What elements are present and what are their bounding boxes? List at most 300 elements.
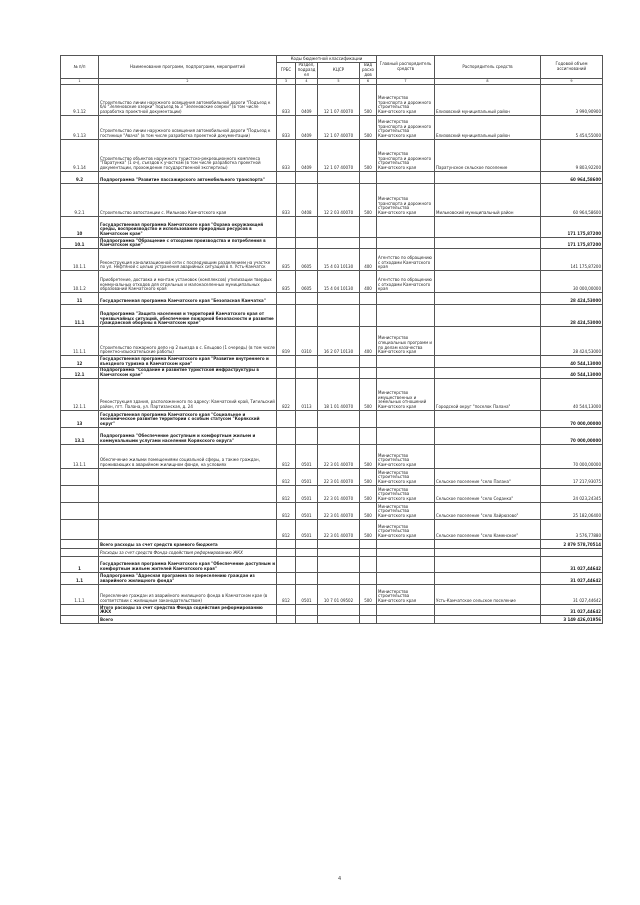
row-vr-cell [360, 616, 377, 624]
row-total-cell: 17 217,93075 [541, 469, 603, 486]
header-grbs: ГРБС [277, 62, 296, 78]
row-total-cell: 60 964,58600 [541, 183, 603, 216]
row-razdel-cell: 0501 [296, 486, 318, 503]
row-grbs-cell [277, 411, 296, 428]
row-ksr-cell: 22 3 01 40070 [318, 503, 360, 520]
row-razdel-cell: 0605 [296, 271, 318, 293]
table-row [61, 411, 603, 428]
table-row [61, 520, 603, 540]
row-name-cell: Строительство линии наружного освещения автомобильной дороги "Подъезд к б/о "Зеленовские озерки" подъезд № 3 "Зеленовские озерки" (в том числе разработка проектной документации) [99, 84, 277, 115]
row-manager-cell [377, 411, 435, 428]
table-row [61, 367, 603, 378]
row-name-cell: Подпрограмма "Создание и развитие туристской инфраструктуры в Камчатском крае" [99, 367, 277, 378]
row-grbs-cell [277, 305, 296, 327]
header-total: Годовой объем ассигнований [541, 56, 603, 79]
row-total-cell: 40 544,13000 [541, 379, 603, 411]
row-number-cell: 13.1.1 [61, 445, 99, 469]
row-grbs-cell [277, 237, 296, 248]
row-manager-cell: Министерство специальных программ и по делам казачества Камчатского края [377, 327, 435, 356]
row-name-cell [99, 469, 277, 486]
header-vr: Вид расходов [360, 62, 377, 78]
row-ksr-cell: 22 3 01 40070 [318, 469, 360, 486]
row-razdel-cell: 0501 [296, 445, 318, 469]
row-total-cell: 28 424,53000 [541, 327, 603, 356]
row-total-cell: 30 000,00000 [541, 271, 603, 293]
row-recipient-cell [435, 573, 541, 585]
row-vr-cell [360, 237, 377, 248]
row-recipient-cell [435, 356, 541, 367]
row-razdel-cell: 0409 [296, 139, 318, 171]
row-grbs-cell: 812 [277, 469, 296, 486]
row-razdel-cell [296, 616, 318, 624]
row-manager-cell [377, 293, 435, 305]
row-ksr-cell: 22 3 01 40070 [318, 445, 360, 469]
row-total-cell: 141 175,87200 [541, 249, 603, 271]
row-name-cell: Строительство линии наружного освещения автомобильной дороги "Подъезд к гостинице "Авача" (в том числе разработка проектной документации) [99, 115, 277, 139]
row-manager-cell [377, 540, 435, 549]
row-total-cell: 31 027,44642 [541, 557, 603, 573]
row-ksr-cell [318, 573, 360, 585]
row-name-cell: Реконструкция канализационной сети с последующим разделением на участке по ул. Нефтяной с целью устранения аварийных ситуаций в п. Усть-Камчатск [99, 249, 277, 271]
row-manager-cell: Агентство по обращению с отходами Камчатского края [377, 271, 435, 293]
row-razdel-cell: 0605 [296, 249, 318, 271]
row-manager-cell: Министерство строительства Камчатского края [377, 585, 435, 605]
row-grbs-cell: 833 [277, 183, 296, 216]
numbering-cell: 9 [541, 78, 603, 84]
table-row [61, 216, 603, 237]
numbering-cell: 5 [318, 78, 360, 84]
header-no: № п/п [61, 56, 99, 79]
row-vr-cell: 500 [360, 445, 377, 469]
table-row [61, 271, 603, 293]
row-manager-cell: Министерство строительства Камчатского края [377, 486, 435, 503]
row-recipient-cell: Городской округ "поселок Палана" [435, 379, 541, 411]
row-recipient-cell: Сельское поселение "село Каменское" [435, 520, 541, 540]
row-recipient-cell: Усть-Камчатское сельское поселение [435, 585, 541, 605]
row-name-cell: Всего расходы за счет средств краевого бюджета [99, 540, 277, 549]
row-razdel-cell [296, 411, 318, 428]
row-vr-cell [360, 216, 377, 237]
row-vr-cell [360, 171, 377, 183]
table-row [61, 557, 603, 573]
row-vr-cell: 500 [360, 379, 377, 411]
table-row [61, 249, 603, 271]
row-grbs-cell: 812 [277, 503, 296, 520]
row-name-cell: Всего [99, 616, 277, 624]
row-total-cell: 40 544,13000 [541, 356, 603, 367]
row-razdel-cell: 0501 [296, 503, 318, 520]
row-total-cell: 25 182,06400 [541, 503, 603, 520]
table-row [61, 171, 603, 183]
row-razdel-cell: 0113 [296, 379, 318, 411]
row-number-cell: 9.2 [61, 171, 99, 183]
row-razdel-cell [296, 171, 318, 183]
budget-table-sheet [60, 55, 602, 624]
row-manager-cell [377, 356, 435, 367]
row-name-cell: Государственная программа Камчатского края "Обеспечение доступным и комфортным жильем жителей Камчатского края" [99, 557, 277, 573]
row-manager-cell: Министерство транспорта и дорожного строительства Камчатского края [377, 115, 435, 139]
row-manager-cell: Агентство по обращению с отходами Камчатского края [377, 249, 435, 271]
row-name-cell: Подпрограмма "Развитие пассажирского автомобильного транспорта" [99, 171, 277, 183]
row-number-cell: 11.1.1 [61, 327, 99, 356]
row-name-cell: Обеспечение жилыми помещениями социальной сферы, а также граждан, проживающих в аварийном жилищном фонде, на условиях [99, 445, 277, 469]
row-manager-cell [377, 237, 435, 248]
row-grbs-cell [277, 356, 296, 367]
row-razdel-cell: 0408 [296, 183, 318, 216]
row-number-cell: 12.1.1 [61, 379, 99, 411]
header-manager: Главный распорядитель средств [377, 56, 435, 79]
row-ksr-cell: 22 3 01 40070 [318, 486, 360, 503]
numbering-cell: 3 [277, 78, 296, 84]
row-total-cell: 24 023,24345 [541, 486, 603, 503]
row-razdel-cell [296, 605, 318, 616]
row-number-cell: 1.1 [61, 573, 99, 585]
row-recipient-cell: Мильковский муниципальный район [435, 183, 541, 216]
numbering-cell: 8 [435, 78, 541, 84]
row-vr-cell [360, 549, 377, 557]
row-number-cell: 11 [61, 293, 99, 305]
table-row [61, 469, 603, 486]
header-ksr: КЦСР [318, 62, 360, 78]
row-vr-cell [360, 605, 377, 616]
row-name-cell: Переселение граждан из аварийного жилищного фонда в Камчатском крае (в соответствии с жилищным законодательством) [99, 585, 277, 605]
row-number-cell: 9.2.1 [61, 183, 99, 216]
table-row [61, 356, 603, 367]
row-recipient-cell [435, 293, 541, 305]
row-ksr-cell [318, 216, 360, 237]
row-grbs-cell: 819 [277, 327, 296, 356]
row-ksr-cell: 16 2 07 10130 [318, 327, 360, 356]
row-total-cell: 70 000,00000 [541, 428, 603, 445]
row-grbs-cell: 812 [277, 486, 296, 503]
row-recipient-cell: Елизовский муниципальный район [435, 115, 541, 139]
row-recipient-cell [435, 428, 541, 445]
row-razdel-cell [296, 293, 318, 305]
table-row [61, 305, 603, 327]
numbering-cell: 6 [360, 78, 377, 84]
row-razdel-cell [296, 540, 318, 549]
row-number-cell [61, 520, 99, 540]
table-row [61, 327, 603, 356]
row-total-cell: 40 544,13000 [541, 367, 603, 378]
row-number-cell [61, 549, 99, 557]
table-row [61, 486, 603, 503]
row-name-cell: Государственная программа Камчатского края "Социальное и экономическое развитие территории с особым статусом "Корякский округ" [99, 411, 277, 428]
numbering-cell: 2 [99, 78, 277, 84]
table-row [61, 115, 603, 139]
row-vr-cell: 500 [360, 115, 377, 139]
row-recipient-cell [435, 249, 541, 271]
row-recipient-cell [435, 327, 541, 356]
row-grbs-cell: 835 [277, 271, 296, 293]
row-grbs-cell: 812 [277, 520, 296, 540]
row-grbs-cell: 833 [277, 139, 296, 171]
row-ksr-cell [318, 616, 360, 624]
row-manager-cell [377, 367, 435, 378]
row-recipient-cell [435, 237, 541, 248]
table-row [61, 139, 603, 171]
row-total-cell: 171 175,87200 [541, 237, 603, 248]
row-recipient-cell [435, 367, 541, 378]
row-total-cell: 31 027,44642 [541, 573, 603, 585]
row-recipient-cell [435, 171, 541, 183]
table-row [61, 616, 603, 624]
row-ksr-cell [318, 411, 360, 428]
row-manager-cell [377, 573, 435, 585]
row-grbs-cell: 833 [277, 115, 296, 139]
row-number-cell [61, 469, 99, 486]
row-razdel-cell [296, 557, 318, 573]
row-number-cell: 1.1.1 [61, 585, 99, 605]
row-manager-cell [377, 171, 435, 183]
row-number-cell [61, 605, 99, 616]
row-grbs-cell [277, 616, 296, 624]
row-number-cell: 1 [61, 557, 99, 573]
row-ksr-cell: 10 7 01 09502 [318, 585, 360, 605]
row-ksr-cell: 22 3 01 40070 [318, 520, 360, 540]
row-name-cell: Государственная программа Камчатского края "Развитие внутреннего и въездного туризма в Камчатском крае" [99, 356, 277, 367]
row-razdel-cell [296, 237, 318, 248]
row-name-cell: Подпрограмма "Обеспечение доступным и комфортным жильем и коммунальными услугами населения Корякского округа" [99, 428, 277, 445]
header-codes-group: Коды бюджетной классификации [277, 56, 377, 63]
row-manager-cell [377, 216, 435, 237]
row-grbs-cell [277, 605, 296, 616]
row-razdel-cell [296, 573, 318, 585]
row-total-cell: 3 149 426,01956 [541, 616, 603, 624]
row-number-cell [61, 616, 99, 624]
row-name-cell: Подпрограмма "Защита населения и территорий Камчатского края от чрезвычайных ситуаций, обеспечение пожарной безопасности и развитие гражданской обороны в Камчатском крае" [99, 305, 277, 327]
row-recipient-cell [435, 271, 541, 293]
row-ksr-cell [318, 549, 360, 557]
row-number-cell: 10.1.2 [61, 271, 99, 293]
row-grbs-cell: 833 [277, 84, 296, 115]
row-vr-cell: 500 [360, 503, 377, 520]
row-grbs-cell [277, 540, 296, 549]
row-vr-cell: 500 [360, 84, 377, 115]
row-ksr-cell: 18 1 01 40070 [318, 379, 360, 411]
row-razdel-cell: 0310 [296, 327, 318, 356]
row-vr-cell: 500 [360, 183, 377, 216]
table-body [61, 84, 603, 624]
table-row [61, 445, 603, 469]
row-razdel-cell: 0501 [296, 585, 318, 605]
row-ksr-cell [318, 557, 360, 573]
page-number: 4 [338, 876, 342, 882]
numbering-cell: 4 [296, 78, 318, 84]
row-ksr-cell [318, 293, 360, 305]
row-grbs-cell: 835 [277, 249, 296, 271]
row-razdel-cell [296, 356, 318, 367]
row-ksr-cell: 12 2 03 40070 [318, 183, 360, 216]
row-name-cell [99, 486, 277, 503]
table-row [61, 573, 603, 585]
row-ksr-cell [318, 540, 360, 549]
row-number-cell [61, 540, 99, 549]
row-name-cell: Итого расходы за счет средства Фонда содействия реформированию ЖКХ [99, 605, 277, 616]
numbering-cell: 1 [61, 78, 99, 84]
row-total-cell: 9 803,92200 [541, 139, 603, 171]
row-total-cell: 3 576,77880 [541, 520, 603, 540]
row-name-cell: Расходы за счет средств Фонда содействия реформированию ЖКХ [99, 549, 277, 557]
row-grbs-cell [277, 367, 296, 378]
table-row [61, 585, 603, 605]
row-recipient-cell [435, 411, 541, 428]
row-recipient-cell [435, 216, 541, 237]
row-ksr-cell: 15 4 04 10130 [318, 271, 360, 293]
row-recipient-cell [435, 605, 541, 616]
row-vr-cell: 500 [360, 585, 377, 605]
row-vr-cell [360, 305, 377, 327]
row-grbs-cell [277, 428, 296, 445]
row-vr-cell [360, 367, 377, 378]
row-manager-cell [377, 605, 435, 616]
table-row [61, 540, 603, 549]
row-manager-cell [377, 616, 435, 624]
row-manager-cell [377, 557, 435, 573]
row-ksr-cell [318, 605, 360, 616]
row-grbs-cell [277, 293, 296, 305]
row-recipient-cell [435, 557, 541, 573]
table-row [61, 84, 603, 115]
row-razdel-cell: 0501 [296, 520, 318, 540]
row-vr-cell: 500 [360, 520, 377, 540]
row-total-cell: 5 454,55000 [541, 115, 603, 139]
row-name-cell: Приобретение, доставка и монтаж установок (комплексов) утилизации твердых коммунальных отходов для отдельных и малонаселенных муниципальных образований Камчатского края [99, 271, 277, 293]
row-number-cell: 9.1.14 [61, 139, 99, 171]
row-manager-cell: Министерство транспорта и дорожного строительства Камчатского края [377, 139, 435, 171]
row-grbs-cell [277, 216, 296, 237]
row-manager-cell: Министерство транспорта и дорожного строительства Камчатского края [377, 84, 435, 115]
row-total-cell: 70 000,00000 [541, 445, 603, 469]
row-recipient-cell: Сельское поселение "село Седанка" [435, 486, 541, 503]
row-recipient-cell [435, 445, 541, 469]
row-vr-cell [360, 428, 377, 445]
row-vr-cell [360, 293, 377, 305]
row-ksr-cell: 12 1 07 40070 [318, 139, 360, 171]
row-grbs-cell [277, 573, 296, 585]
table-row [61, 183, 603, 216]
numbering-cell: 7 [377, 78, 435, 84]
row-razdel-cell [296, 428, 318, 445]
table-row [61, 549, 603, 557]
row-razdel-cell [296, 367, 318, 378]
row-name-cell: Государственная программа Камчатского края "Безопасная Камчатка" [99, 293, 277, 305]
row-total-cell: 31 027,44642 [541, 605, 603, 616]
row-number-cell: 12.1 [61, 367, 99, 378]
row-recipient-cell: Сельское поселение "село Палана" [435, 469, 541, 486]
row-vr-cell: 400 [360, 271, 377, 293]
table-row [61, 293, 603, 305]
row-ksr-cell [318, 428, 360, 445]
row-name-cell: Строительство автостанции с. Мильково Камчатского края [99, 183, 277, 216]
row-number-cell: 13.1 [61, 428, 99, 445]
row-vr-cell [360, 411, 377, 428]
row-name-cell: Строительство пожарного депо на 2 выезда в с. Ельцово (1 очередь) (в том числе проектно-изыскательские работы) [99, 327, 277, 356]
row-manager-cell: Министерство имущественных и земельных отношений Камчатского края [377, 379, 435, 411]
row-grbs-cell: 812 [277, 585, 296, 605]
row-razdel-cell [296, 549, 318, 557]
row-number-cell: 9.1.12 [61, 84, 99, 115]
header-razdel: Раздел, подраздел [296, 62, 318, 78]
row-grbs-cell [277, 171, 296, 183]
row-ksr-cell [318, 305, 360, 327]
row-total-cell: 2 879 578,70514 [541, 540, 603, 549]
row-grbs-cell [277, 557, 296, 573]
row-manager-cell [377, 428, 435, 445]
row-number-cell: 10.1.1 [61, 249, 99, 271]
row-number-cell [61, 503, 99, 520]
row-total-cell: 28 424,53000 [541, 293, 603, 305]
row-grbs-cell [277, 549, 296, 557]
row-name-cell: Подпрограмма "Обращение с отходами производства и потребления в Камчатском крае" [99, 237, 277, 248]
row-recipient-cell: Паратунское сельское поселение [435, 139, 541, 171]
row-total-cell: 171 175,87200 [541, 216, 603, 237]
row-name-cell: Реконструкция здания, расположенного по адресу: Камчатский край, Тигильский район, пгт. Палана, ул. Партизанская, д. 24 [99, 379, 277, 411]
table-row [61, 379, 603, 411]
row-recipient-cell: Сельское поселение "село Хайрюзово" [435, 503, 541, 520]
row-recipient-cell: Елизовский муниципальный район [435, 84, 541, 115]
header-recipient: Распорядитель средств [435, 56, 541, 79]
row-razdel-cell: 0409 [296, 84, 318, 115]
row-manager-cell: Министерство строительства Камчатского края [377, 469, 435, 486]
row-ksr-cell: 15 4 03 10130 [318, 249, 360, 271]
row-number-cell: 11.1 [61, 305, 99, 327]
table-row [61, 428, 603, 445]
row-number-cell [61, 486, 99, 503]
table-row [61, 605, 603, 616]
row-total-cell: 28 424,53000 [541, 305, 603, 327]
row-manager-cell [377, 549, 435, 557]
row-vr-cell [360, 557, 377, 573]
row-number-cell: 10 [61, 216, 99, 237]
row-number-cell: 13 [61, 411, 99, 428]
row-ksr-cell [318, 171, 360, 183]
table-header [61, 56, 603, 85]
row-name-cell [99, 503, 277, 520]
row-razdel-cell [296, 216, 318, 237]
row-number-cell: 10.1 [61, 237, 99, 248]
row-number-cell: 9.1.13 [61, 115, 99, 139]
row-total-cell: 3 990,90900 [541, 84, 603, 115]
row-manager-cell [377, 305, 435, 327]
budget-table [60, 55, 603, 624]
row-total-cell: 60 964,58600 [541, 171, 603, 183]
row-recipient-cell [435, 616, 541, 624]
row-name-cell: Строительство объектов наружного туристско-рекреационного комплекса "Паратунка" (1 оч), съездов к участкам (в том числе разработка проектной документации, прохождение государственной экспертизы) [99, 139, 277, 171]
row-ksr-cell [318, 237, 360, 248]
row-manager-cell: Министерство строительства Камчатского края [377, 445, 435, 469]
header-name: Наименование программ, подпрограмм, мероприятий [99, 56, 277, 79]
row-manager-cell: Министерство строительства Камчатского края [377, 503, 435, 520]
table-row [61, 237, 603, 248]
row-recipient-cell [435, 305, 541, 327]
row-name-cell: Подпрограмма "Адресная программа по переселению граждан из аварийного жилищного фонда" [99, 573, 277, 585]
row-manager-cell: Министерство строительства Камчатского края [377, 520, 435, 540]
row-ksr-cell [318, 356, 360, 367]
row-vr-cell: 400 [360, 249, 377, 271]
row-vr-cell: 400 [360, 327, 377, 356]
row-vr-cell: 500 [360, 469, 377, 486]
row-grbs-cell: 812 [277, 445, 296, 469]
row-vr-cell [360, 356, 377, 367]
row-manager-cell: Министерство транспорта и дорожного строительства Камчатского края [377, 183, 435, 216]
row-ksr-cell: 12 1 07 40070 [318, 115, 360, 139]
row-razdel-cell: 0501 [296, 469, 318, 486]
row-vr-cell: 500 [360, 139, 377, 171]
row-razdel-cell [296, 305, 318, 327]
row-total-cell: 31 027,44642 [541, 585, 603, 605]
table-row [61, 503, 603, 520]
